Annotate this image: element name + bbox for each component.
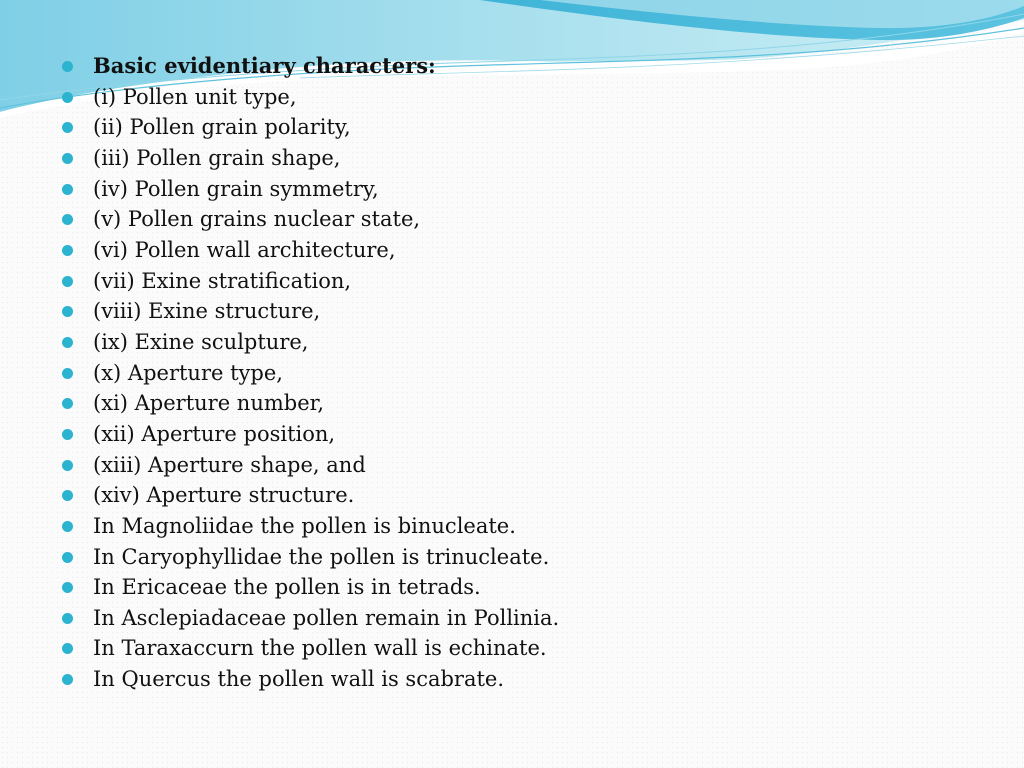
bullet-text: (xii) Aperture position, — [93, 421, 336, 446]
bullet-dot-icon — [62, 214, 73, 225]
bullet-dot-icon — [62, 460, 73, 471]
bullet-dot-icon — [62, 306, 73, 317]
bullet-item — [62, 327, 962, 358]
bullet-item — [62, 204, 962, 235]
bullet-text: (ii) Pollen grain polarity, — [93, 115, 351, 140]
bullet-dot-icon — [62, 582, 73, 593]
bullet-item — [62, 388, 962, 419]
bullet-list — [62, 51, 962, 695]
bullet-text: (x) Aperture type, — [93, 360, 283, 385]
bullet-text: In Ericaceae the pollen is in tetrads. — [93, 575, 481, 600]
bullet-dot-icon — [62, 153, 73, 164]
bullet-item — [62, 296, 962, 327]
bullet-text: (xiii) Aperture shape, and — [93, 452, 366, 477]
bullet-text: (iv) Pollen grain symmetry, — [93, 176, 379, 201]
bullet-item — [62, 511, 962, 542]
bullet-text: (vi) Pollen wall architecture, — [93, 237, 396, 262]
bullet-item-heading — [62, 51, 962, 82]
bullet-text: (vii) Exine stratification, — [93, 268, 352, 293]
bullet-dot-icon — [62, 613, 73, 624]
bullet-dot-icon — [62, 368, 73, 379]
bullet-item — [62, 419, 962, 450]
bullet-text: In Quercus the pollen wall is scabrate. — [93, 667, 505, 692]
bullet-item — [62, 542, 962, 573]
bullet-dot-icon — [62, 429, 73, 440]
bullet-item — [62, 603, 962, 634]
bullet-text: (xiv) Aperture structure. — [93, 483, 355, 508]
bullet-item — [62, 358, 962, 389]
bullet-dot-icon — [62, 337, 73, 348]
bullet-dot-icon — [62, 122, 73, 133]
bullet-text: (viii) Exine structure, — [93, 299, 321, 324]
bullet-text: (i) Pollen unit type, — [93, 84, 297, 109]
bullet-dot-icon — [62, 276, 73, 287]
bullet-text: In Magnoliidae the pollen is binucleate. — [93, 513, 516, 538]
bullet-dot-icon — [62, 521, 73, 532]
bullet-dot-icon — [62, 245, 73, 256]
bullet-dot-icon — [62, 490, 73, 501]
bullet-item — [62, 235, 962, 266]
bullet-text: Basic evidentiary characters: — [93, 53, 436, 78]
bullet-item — [62, 633, 962, 664]
bullet-dot-icon — [62, 92, 73, 103]
bullet-text: (xi) Aperture number, — [93, 391, 325, 416]
bullet-item — [62, 143, 962, 174]
bullet-item — [62, 572, 962, 603]
bullet-item — [62, 664, 962, 695]
bullet-text: In Asclepiadaceae pollen remain in Pollinia. — [93, 605, 560, 630]
bullet-item — [62, 174, 962, 205]
bullet-text: (v) Pollen grains nuclear state, — [93, 207, 421, 232]
bullet-text: In Caryophyllidae the pollen is trinucleate. — [93, 544, 550, 569]
bullet-item — [62, 112, 962, 143]
bullet-dot-icon — [62, 643, 73, 654]
bullet-dot-icon — [62, 398, 73, 409]
bullet-item — [62, 450, 962, 481]
bullet-dot-icon — [62, 61, 73, 72]
bullet-dot-icon — [62, 552, 73, 563]
bullet-text: (iii) Pollen grain shape, — [93, 145, 341, 170]
bullet-item — [62, 82, 962, 113]
bullet-item — [62, 266, 962, 297]
bullet-text: (ix) Exine sculpture, — [93, 329, 309, 354]
bullet-dot-icon — [62, 674, 73, 685]
bullet-item — [62, 480, 962, 511]
bullet-dot-icon — [62, 184, 73, 195]
bullet-text: In Taraxaccurn the pollen wall is echinate. — [93, 636, 547, 661]
